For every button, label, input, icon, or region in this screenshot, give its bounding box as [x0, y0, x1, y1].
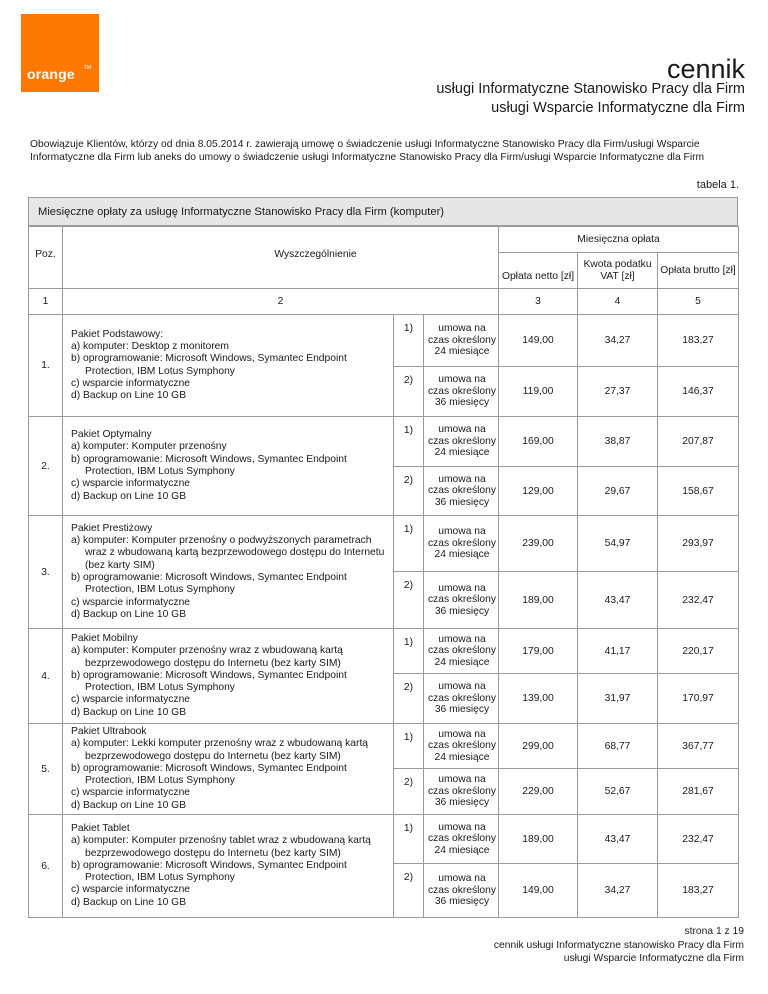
contract-term	[424, 769, 499, 815]
description-line: d) Backup on Line 10 GB	[71, 490, 187, 502]
contract-term	[424, 417, 499, 467]
option-number: 2)	[394, 367, 424, 417]
contract-term-line2: czas określony	[427, 537, 497, 549]
description-line: b) oprogramowanie: Microsoft Windows, Symantec Endpoint	[71, 353, 347, 365]
contract-term-line3: 36 miesięcy	[434, 496, 490, 508]
contract-term-line3: 24 miesiące	[434, 844, 490, 856]
page-subtitle-1: usługi Informatyczne Stanowisko Pracy dla Firm	[436, 81, 745, 97]
description-line: a) komputer: Komputer przenośny tablet wraz z wbudowaną kartą	[71, 835, 371, 847]
description-line: wraz z wbudowaną kartą bezprzewodowego dostępu do Internetu	[85, 547, 385, 559]
price-netto: 139,00	[499, 674, 578, 724]
header-miesieczna-oplata: Miesięczna opłata	[499, 227, 739, 253]
contract-term	[424, 629, 499, 674]
contract-term	[424, 572, 499, 629]
description-line: Pakiet Prestiżowy	[71, 522, 153, 534]
description-line: d) Backup on Line 10 GB	[71, 799, 187, 811]
price-vat: 43,47	[578, 572, 658, 629]
price-netto: 189,00	[499, 815, 578, 864]
price-netto: 149,00	[499, 864, 578, 918]
option-number: 2)	[394, 864, 424, 918]
price-netto: 169,00	[499, 417, 578, 467]
price-netto: 179,00	[499, 629, 578, 674]
page-footer	[494, 925, 744, 966]
price-netto: 149,00	[499, 315, 578, 367]
footer-page-number: strona 1 z 19	[684, 926, 744, 937]
page-subtitle-2: usługi Wsparcie Informatyczne dla Firm	[491, 100, 745, 116]
header-vat-line2: VAT [zł]	[600, 270, 635, 282]
description-line: bezprzewodowego dostępu do Internetu (bez karty SIM)	[85, 657, 341, 669]
description-line: Pakiet Mobilny	[71, 632, 138, 644]
contract-term-line1: umowa na	[438, 424, 486, 436]
contract-term-line3: 36 miesięcy	[434, 605, 490, 617]
column-number-5: 5	[658, 289, 739, 315]
price-vat: 34,27	[578, 864, 658, 918]
row-position: 4.	[29, 629, 63, 724]
price-brutto: 367,77	[658, 724, 739, 769]
option-number: 2)	[394, 467, 424, 516]
description-line: c) wsparcie informatyczne	[71, 694, 191, 706]
contract-term	[424, 724, 499, 769]
row-position: 1.	[29, 315, 63, 417]
contract-term-line3: 24 miesiące	[434, 549, 490, 561]
contract-term-line2: czas określony	[427, 334, 497, 346]
contract-term	[424, 367, 499, 417]
row-position: 5.	[29, 724, 63, 815]
description-line: b) oprogramowanie: Microsoft Windows, Symantec Endpoint	[71, 453, 347, 465]
package-description	[63, 315, 394, 417]
contract-term-line3: 24 miesiące	[434, 751, 490, 763]
option-number: 1)	[394, 315, 424, 367]
price-brutto: 183,27	[658, 315, 739, 367]
contract-term-line3: 36 miesięcy	[434, 704, 490, 716]
price-vat: 54,97	[578, 516, 658, 572]
price-vat: 34,27	[578, 315, 658, 367]
price-brutto: 232,47	[658, 572, 739, 629]
price-vat: 27,37	[578, 367, 658, 417]
description-line: bezprzewodowego dostępu do Internetu (bez karty SIM)	[85, 847, 341, 859]
option-number: 1)	[394, 417, 424, 467]
price-brutto: 158,67	[658, 467, 739, 516]
contract-term-line1: umowa na	[438, 728, 486, 740]
description-line: bezprzewodowego dostępu do Internetu (bez karty SIM)	[85, 750, 341, 762]
price-netto: 299,00	[499, 724, 578, 769]
contract-term-line2: czas określony	[427, 692, 497, 704]
package-description	[63, 516, 394, 629]
description-line: b) oprogramowanie: Microsoft Windows, Symantec Endpoint	[71, 762, 347, 774]
column-number-1: 1	[29, 289, 63, 315]
contract-term-line3: 24 miesiące	[434, 346, 490, 358]
row-position: 3.	[29, 516, 63, 629]
contract-term-line1: umowa na	[438, 873, 486, 885]
price-brutto: 183,27	[658, 864, 739, 918]
description-line: a) komputer: Desktop z monitorem	[71, 340, 229, 352]
price-vat: 41,17	[578, 629, 658, 674]
description-line: d) Backup on Line 10 GB	[71, 706, 187, 718]
page-title: cennik	[666, 54, 745, 84]
row-position: 6.	[29, 815, 63, 918]
option-number: 1)	[394, 815, 424, 864]
header-vat	[578, 253, 658, 289]
contract-term-line2: czas określony	[427, 785, 497, 797]
header-poz: Poz.	[29, 227, 63, 289]
contract-term-line2: czas określony	[427, 485, 497, 497]
package-description	[63, 629, 394, 724]
contract-term-line2: czas określony	[427, 884, 497, 896]
price-netto: 119,00	[499, 367, 578, 417]
intro-line-2: Informatyczne dla Firm lub aneks do umowy o świadczenie usługi Informatyczne Stanowisko Pracy dla Firm/usługi Wsparcie Informatyczne dla Firm	[30, 151, 705, 163]
description-line: Pakiet Optymalny	[71, 429, 152, 441]
price-brutto: 232,47	[658, 815, 739, 864]
description-line: c) wsparcie informatyczne	[71, 787, 191, 799]
option-number: 2)	[394, 674, 424, 724]
description-line: c) wsparcie informatyczne	[71, 377, 191, 389]
price-vat: 38,87	[578, 417, 658, 467]
contract-term	[424, 864, 499, 918]
description-line: a) komputer: Lekki komputer przenośny wraz z wbudowaną kartą	[71, 738, 369, 750]
column-number-2: 2	[63, 289, 499, 315]
description-line: Pakiet Tablet	[71, 822, 130, 834]
description-line: Protection, IBM Lotus Symphony	[85, 466, 235, 477]
table-row	[29, 417, 739, 467]
price-table-container	[28, 197, 738, 918]
price-table	[28, 226, 739, 918]
contract-term-line1: umowa na	[438, 681, 486, 693]
price-vat: 29,67	[578, 467, 658, 516]
orange-logo	[21, 14, 99, 92]
description-line: b) oprogramowanie: Microsoft Windows, Symantec Endpoint	[71, 669, 347, 681]
option-number: 1)	[394, 516, 424, 572]
contract-term-line2: czas określony	[427, 385, 497, 397]
intro-text	[30, 139, 750, 164]
description-line: a) komputer: Komputer przenośny	[71, 441, 227, 453]
description-line: Protection, IBM Lotus Symphony	[85, 775, 235, 787]
contract-term-line1: umowa na	[438, 582, 486, 594]
contract-term-line3: 24 miesiące	[434, 447, 490, 459]
price-vat: 52,67	[578, 769, 658, 815]
description-line: c) wsparcie informatyczne	[71, 478, 191, 490]
price-netto: 239,00	[499, 516, 578, 572]
contract-term-line3: 24 miesiące	[434, 656, 490, 668]
price-netto: 189,00	[499, 572, 578, 629]
package-description	[63, 417, 394, 516]
description-line: Protection, IBM Lotus Symphony	[85, 682, 235, 694]
price-brutto: 281,67	[658, 769, 739, 815]
contract-term-line2: czas określony	[427, 833, 497, 845]
description-line: a) komputer: Komputer przenośny o podwyższonych parametrach	[71, 535, 372, 547]
price-netto: 229,00	[499, 769, 578, 815]
table-row	[29, 629, 739, 674]
contract-term-line2: czas określony	[427, 645, 497, 657]
table-row	[29, 724, 739, 769]
contract-term	[424, 315, 499, 367]
price-brutto: 220,17	[658, 629, 739, 674]
header-wyszczegolnienie: Wyszczególnienie	[63, 227, 499, 289]
contract-term-line3: 36 miesięcy	[434, 797, 490, 809]
option-number: 2)	[394, 572, 424, 629]
header-vat-line1: Kwota podatku	[583, 258, 652, 270]
table-row	[29, 516, 739, 572]
column-number-4: 4	[578, 289, 658, 315]
contract-term-line2: czas określony	[427, 435, 497, 447]
description-line: Pakiet Podstawowy:	[71, 328, 164, 340]
contract-term	[424, 467, 499, 516]
logo-tm: TM	[84, 65, 92, 71]
description-line: Protection, IBM Lotus Symphony	[85, 365, 235, 377]
footer-line-2: cennik usługi Informatyczne stanowisko Pracy dla Firm	[493, 939, 744, 951]
price-vat: 68,77	[578, 724, 658, 769]
contract-term-line1: umowa na	[438, 374, 486, 386]
table-title: Miesięczne opłaty za usługę Informatyczne Stanowisko Pracy dla Firm (komputer)	[28, 197, 738, 226]
description-line: c) wsparcie informatyczne	[71, 596, 191, 608]
table-label: tabela 1.	[696, 179, 739, 191]
description-line: Pakiet Ultrabook	[71, 725, 147, 737]
description-line: Protection, IBM Lotus Symphony	[85, 584, 235, 596]
price-brutto: 146,37	[658, 367, 739, 417]
option-number: 1)	[394, 724, 424, 769]
contract-term-line3: 36 miesięcy	[434, 397, 490, 409]
option-number: 1)	[394, 629, 424, 674]
contract-term	[424, 674, 499, 724]
contract-term-line1: umowa na	[438, 526, 486, 538]
contract-term-line2: czas określony	[427, 740, 497, 752]
option-number: 2)	[394, 769, 424, 815]
contract-term-line1: umowa na	[438, 774, 486, 786]
logo-text: orange	[27, 66, 75, 82]
contract-term-line1: umowa na	[438, 473, 486, 485]
row-position: 2.	[29, 417, 63, 516]
price-vat: 31,97	[578, 674, 658, 724]
contract-term-line1: umowa na	[438, 323, 486, 335]
description-line: a) komputer: Komputer przenośny wraz z wbudowaną kartą	[71, 645, 343, 657]
price-brutto: 207,87	[658, 417, 739, 467]
column-number-3: 3	[499, 289, 578, 315]
description-line: b) oprogramowanie: Microsoft Windows, Symantec Endpoint	[71, 859, 347, 871]
table-row	[29, 815, 739, 864]
table-row	[29, 315, 739, 367]
header-netto: Opłata netto [zł]	[499, 253, 578, 289]
description-line: (bez karty SIM)	[85, 559, 155, 571]
contract-term	[424, 815, 499, 864]
price-brutto: 293,97	[658, 516, 739, 572]
description-line: b) oprogramowanie: Microsoft Windows, Symantec Endpoint	[71, 572, 347, 583]
description-line: c) wsparcie informatyczne	[71, 884, 191, 896]
price-netto: 129,00	[499, 467, 578, 516]
description-line: d) Backup on Line 10 GB	[71, 608, 187, 620]
intro-line-1: Obowiązuje Klientów, którzy od dnia 8.05.2014 r. zawierają umowę o świadczenie usługi Informatyczne Stanowisko Pracy dla Firm/usługi Wsparcie	[30, 139, 700, 150]
description-line: Protection, IBM Lotus Symphony	[85, 872, 235, 884]
description-line: d) Backup on Line 10 GB	[71, 390, 187, 402]
price-brutto: 170,97	[658, 674, 739, 724]
package-description	[63, 724, 394, 815]
description-line: d) Backup on Line 10 GB	[71, 896, 187, 908]
header-brutto: Opłata brutto [zł]	[658, 253, 739, 289]
contract-term-line2: czas określony	[427, 594, 497, 606]
contract-term-line1: umowa na	[438, 821, 486, 833]
contract-term-line3: 36 miesięcy	[434, 896, 490, 908]
footer-line-3: usługi Wsparcie Informatyczne dla Firm	[563, 953, 744, 964]
contract-term-line1: umowa na	[438, 633, 486, 645]
price-vat: 43,47	[578, 815, 658, 864]
contract-term	[424, 516, 499, 572]
package-description	[63, 815, 394, 918]
